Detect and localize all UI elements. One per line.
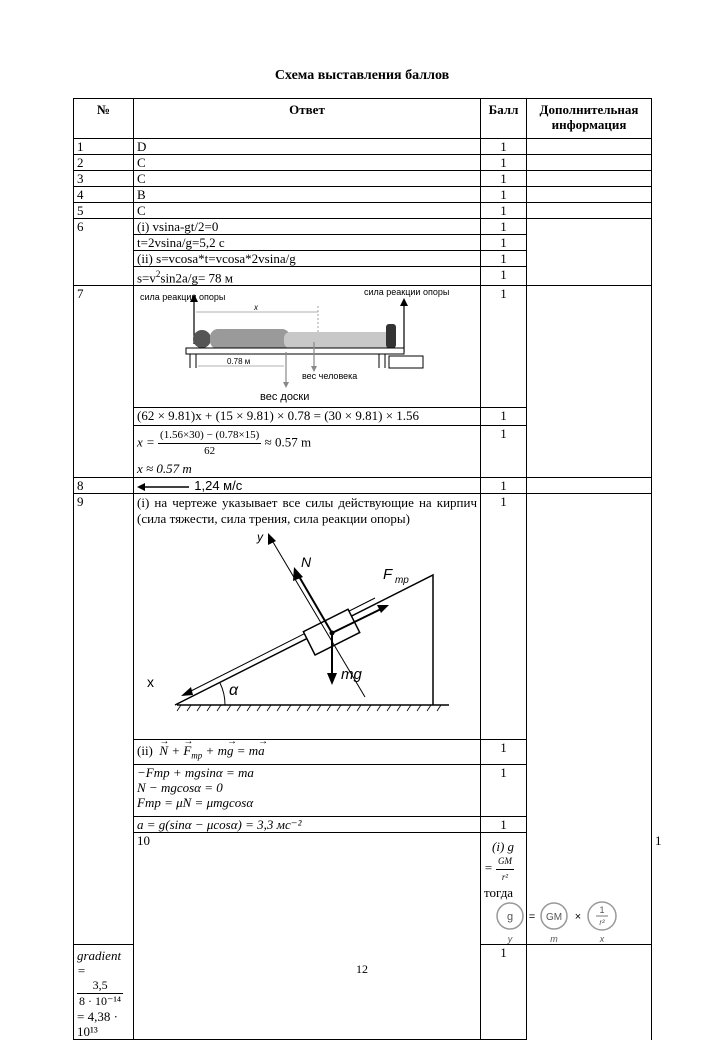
table-row	[74, 171, 652, 187]
q10-frac1-den: r²	[501, 871, 509, 882]
row-score: 1	[481, 251, 527, 267]
row-score: 1	[481, 171, 527, 187]
q8-answer	[134, 478, 481, 494]
row-extra	[527, 494, 652, 945]
table-row	[74, 494, 652, 740]
table-row	[74, 286, 652, 408]
row-score: 1	[481, 219, 527, 235]
circle-g: g	[506, 910, 514, 923]
q10-frac1	[496, 854, 514, 885]
q9-figure-cell	[134, 494, 481, 740]
row-score: 1	[481, 203, 527, 219]
row-num: 10	[134, 832, 481, 1039]
row-num: 5	[74, 203, 134, 219]
label-person-weight: вес человека	[302, 371, 358, 382]
q9-eq1-body: → N + → $F_{тр} + m\to g = m\to a$	[159, 743, 264, 758]
fig-mg: mg	[341, 666, 362, 684]
label-dist: 0.78 м	[227, 357, 251, 367]
page-number: 12	[356, 962, 368, 976]
q8-value: 1,24 м/с	[194, 478, 243, 494]
table-header-row	[74, 99, 652, 139]
label-x: x	[254, 303, 258, 313]
q10-grad-result: = 4,38 · 10¹³	[77, 1008, 118, 1039]
row-num: 7	[74, 286, 134, 478]
circle-GM: GM	[545, 911, 563, 923]
q6-line4-pre: s=v	[137, 270, 156, 286]
row-extra	[527, 187, 652, 203]
row-extra	[527, 219, 652, 286]
q9-eq3: N − mgcosα = 0	[137, 779, 223, 795]
q9-eq5: a = g(sinα − μcosα) = 3,3 мс⁻²	[134, 816, 481, 832]
row-num: 1	[74, 139, 134, 155]
row-num: 6	[74, 219, 134, 286]
op-eq: =	[528, 910, 536, 923]
row-answer: C	[134, 171, 481, 187]
row-answer: C	[134, 155, 481, 171]
op-times: ×	[574, 910, 582, 923]
q6-line-2: t=2vsina/g=5,2 c	[134, 235, 481, 251]
q7-equation: (62 × 9.81)x + (15 × 9.81) × 0.78 = (30 × 9.81) × 1.56	[134, 408, 481, 426]
q7-frac-result: ≈ 0.57 m	[264, 434, 312, 450]
table-row: 10 (i) g = $\frac{GM}{\text{r²}}$ тогда g = GM × 1 r² y m x 1	[74, 832, 652, 944]
q9-eq1	[134, 740, 481, 765]
fig-F: F	[383, 566, 393, 584]
table-row	[74, 155, 652, 171]
arrow-left-icon	[137, 482, 191, 492]
q7-frac-num: (1.56×30) − (0.78×15)	[158, 428, 261, 444]
row-num: 8	[74, 478, 134, 494]
q7-solution	[134, 426, 481, 478]
row-score: 1	[481, 187, 527, 203]
q10-line1-prefix: (i) g =	[484, 838, 515, 876]
table-row	[74, 203, 652, 219]
q10-line1-suffix: тогда	[484, 884, 514, 900]
row-score: 1	[481, 740, 527, 765]
row-num: 2	[74, 155, 134, 171]
q6-line4-sup: 2	[155, 269, 161, 279]
table-row	[74, 478, 652, 494]
q9-eq4: Fтр = μN = μmgcosα	[137, 794, 254, 810]
row-answer: C	[134, 203, 481, 219]
table-row	[74, 139, 652, 155]
row-answer: B	[134, 187, 481, 203]
q6-line-1: (i) vsina-gt/2=0	[134, 219, 481, 235]
q10-grad-den: 8 · 10⁻¹⁴	[79, 993, 122, 1008]
q9-eq1-prefix: (ii)	[137, 743, 153, 759]
q7-frac-den: 62	[204, 445, 216, 458]
row-extra	[527, 139, 652, 155]
q6-line-4	[134, 267, 481, 286]
fig-y: y	[257, 530, 263, 545]
row-score: 1	[481, 426, 527, 478]
lbl-m: m	[550, 933, 558, 944]
row-score: 1	[481, 235, 527, 251]
row-score: 1	[481, 478, 527, 494]
row-score: 1	[481, 155, 527, 171]
incline-diagram	[137, 527, 477, 717]
header-answer: Ответ	[134, 99, 481, 139]
row-score: 1	[481, 286, 527, 408]
row-score: 1	[481, 267, 527, 286]
row-score: 1	[481, 494, 527, 740]
row-score: 1	[481, 408, 527, 426]
scoring-table	[73, 98, 662, 1040]
q10-grad-num: 3,5	[77, 978, 123, 994]
beam-diagram	[134, 286, 474, 404]
proportionality-diagram	[492, 900, 642, 944]
lbl-x: x	[599, 933, 605, 944]
fig-x: x	[147, 674, 154, 691]
label-support-right: сила реакции опоры	[364, 287, 450, 298]
table-row	[74, 219, 652, 235]
row-score: 1	[481, 816, 527, 832]
row-extra	[527, 478, 652, 494]
row-extra	[527, 286, 652, 478]
q7-fraction	[158, 428, 261, 459]
row-num: 9	[74, 494, 134, 945]
q7-approx: x ≈ 0.57 m	[137, 461, 192, 477]
fig-N: N	[301, 554, 312, 571]
q9-eq2: −Fтр + mgsinα = ma	[137, 764, 254, 780]
row-extra	[527, 203, 652, 219]
row-num: 4	[74, 187, 134, 203]
fig-F-sub: тр	[395, 575, 409, 587]
q10-frac1-num: GM	[496, 854, 514, 870]
q6-line-3: (ii) s=vcosa*t=vcosa*2vsina/g	[134, 251, 481, 267]
row-answer: D	[134, 139, 481, 155]
fig-alpha: α	[229, 682, 239, 700]
row-score: 1	[481, 944, 527, 1039]
lbl-y: y	[507, 933, 513, 944]
row-extra	[527, 155, 652, 171]
row-extra	[527, 171, 652, 187]
row-num: 3	[74, 171, 134, 187]
header-extra: Дополнительная информация	[527, 99, 652, 139]
table-row	[74, 187, 652, 203]
label-board-weight: вес доски	[260, 391, 310, 404]
q9-system	[134, 764, 481, 816]
q6-line4-post: sin2a/g= 78 м	[160, 270, 234, 286]
row-score: 1	[481, 764, 527, 816]
q9-text: (i) на чертеже указывает все силы действующие на кирпич (сила тяжести, сила трения, сила реакции опоры)	[137, 495, 477, 527]
q7-frac-lhs: x =	[137, 434, 155, 450]
q10-grad-prefix: gradient =	[77, 947, 122, 978]
circle-frac-den: r²	[599, 917, 605, 927]
header-num: №	[74, 99, 134, 139]
row-score: 1	[481, 139, 527, 155]
q10-gradient	[74, 944, 134, 1039]
page-title: Схема выставления баллов	[274, 68, 450, 83]
header-score: Балл	[481, 99, 527, 139]
circle-frac-num: 1	[599, 904, 605, 915]
q10-grad-frac	[77, 978, 123, 1009]
label-support-left: сила реакции опоры	[140, 292, 226, 303]
q7-figure-cell	[134, 286, 481, 408]
q10-line1	[481, 832, 605, 944]
